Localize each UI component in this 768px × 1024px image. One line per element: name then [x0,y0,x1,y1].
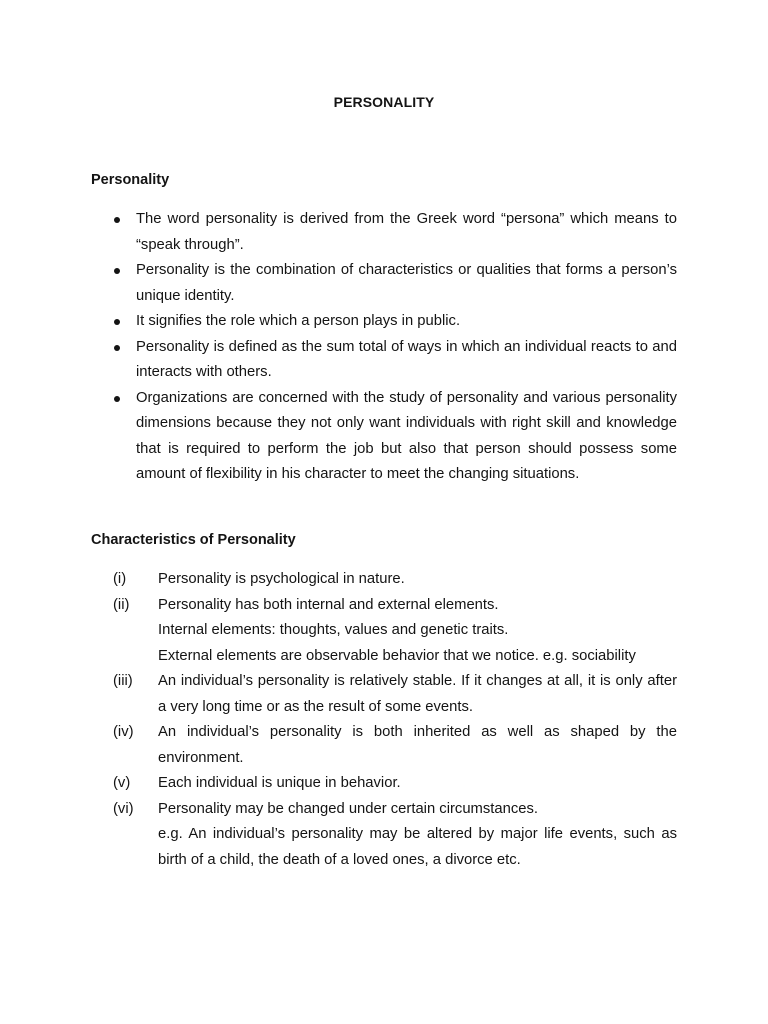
bullet-icon [114,319,120,325]
bullet-icon [114,345,120,351]
section-heading-characteristics: Characteristics of Personality [91,532,296,548]
item-text: Personality may be changed under certain circumstances. [158,800,538,817]
section-heading-personality: Personality [91,172,170,188]
bullet-text: Personality is the combination of characteristics or qualities that forms a person’s unique identity. [136,262,677,304]
item-text: An individual’s personality is relatively stable. If it changes at all, it is only after a very long time or as the result of some events. [158,673,677,715]
numbered-item [91,720,677,771]
bullet-icon [114,396,120,402]
bullet-item [91,335,677,386]
item-subtext: Internal elements: thoughts, values and genetic traits. [158,622,509,638]
bullet-text: Personality is defined as the sum total of ways in which an individual reacts to and interacts with others. [136,338,677,380]
item-text: Each individual is unique in behavior. [158,775,401,791]
bullet-item [91,309,677,335]
numbered-item [91,797,677,874]
document-title: PERSONALITY [333,94,435,110]
numbered-item [91,593,677,670]
item-subtext: External elements are observable behavior that we notice. e.g. sociability [158,647,636,664]
numbered-item [91,567,677,593]
bullet-icon [114,268,120,274]
personality-bullet-list [91,207,677,488]
item-text: An individual’s personality is both inherited as well as shaped by the environment. [158,724,677,766]
bullet-item [91,207,677,258]
item-number: (iv) [113,724,134,740]
numbered-item [91,771,677,797]
bullet-text: Organizations are concerned with the study of personality and various personality dimensions because they not only want individuals with right skill and knowledge that is required to perform the job but also that person should possess some amount of flexibility in his character to meet the changing situations. [136,389,677,482]
bullet-item [91,386,677,488]
item-text: Personality has both internal and external elements. [158,596,499,613]
bullet-text: It signifies the role which a person plays in public. [136,313,461,329]
item-number: (vi) [113,800,134,817]
item-number: (ii) [113,596,130,613]
bullet-icon [114,217,120,223]
item-number: (v) [113,775,131,791]
item-number: (iii) [113,673,133,689]
characteristics-numbered-list [91,567,677,873]
bullet-text: The word personality is derived from the Greek word “persona” which means to “speak through”. [136,211,677,253]
item-subtext: e.g. An individual’s personality may be altered by major life events, such as birth of a child, the death of a loved ones, a divorce etc. [158,826,677,868]
item-number: (i) [113,571,127,587]
item-text: Personality is psychological in nature. [158,571,405,587]
bullet-item [91,258,677,309]
numbered-item [91,669,677,720]
